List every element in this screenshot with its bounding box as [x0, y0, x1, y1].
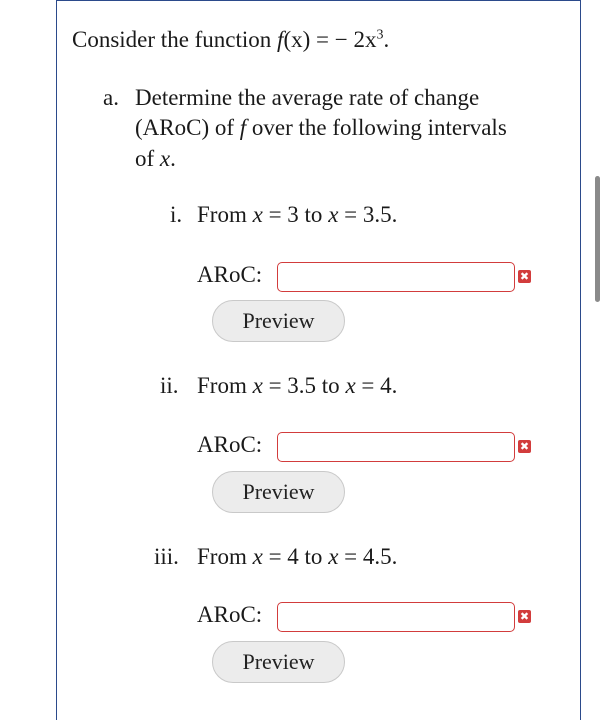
x-mark-icon: ✖ [519, 440, 530, 453]
part-a-line1: Determine the average rate of change [135, 85, 480, 110]
aroc-input-iii[interactable] [277, 602, 515, 632]
x-mark-icon: ✖ [519, 270, 530, 283]
subpart-ii-interval: From x = 3.5 to x = 4. [197, 373, 398, 398]
subpart-i-interval: From x = 3 to x = 3.5. [197, 202, 398, 227]
x-mark-icon: ✖ [519, 610, 530, 623]
subpart-i-marker: i. [170, 202, 183, 227]
part-a-marker: a. [103, 85, 119, 110]
scrollbar[interactable] [595, 176, 600, 302]
part-a-line3: of x. [135, 146, 176, 171]
preview-button-iii[interactable]: Preview [212, 641, 345, 683]
aroc-label-ii: ARoC: [197, 432, 263, 457]
function-statement: Consider the function f(x) = − $2x^3$. [72, 27, 390, 52]
aroc-input-ii[interactable] [277, 432, 515, 462]
subpart-iii-interval: From x = 4 to x = 4.5. [197, 544, 398, 569]
subpart-iii-marker: iii. [154, 544, 179, 569]
preview-button-i[interactable]: Preview [212, 300, 345, 342]
aroc-input-i[interactable] [277, 262, 515, 292]
subpart-ii-marker: ii. [160, 373, 179, 398]
aroc-label-i: ARoC: [197, 262, 263, 287]
aroc-label-iii: ARoC: [197, 602, 263, 627]
part-a-line2: (ARoC) of f over the following intervals [135, 115, 507, 140]
preview-button-ii[interactable]: Preview [212, 471, 345, 513]
